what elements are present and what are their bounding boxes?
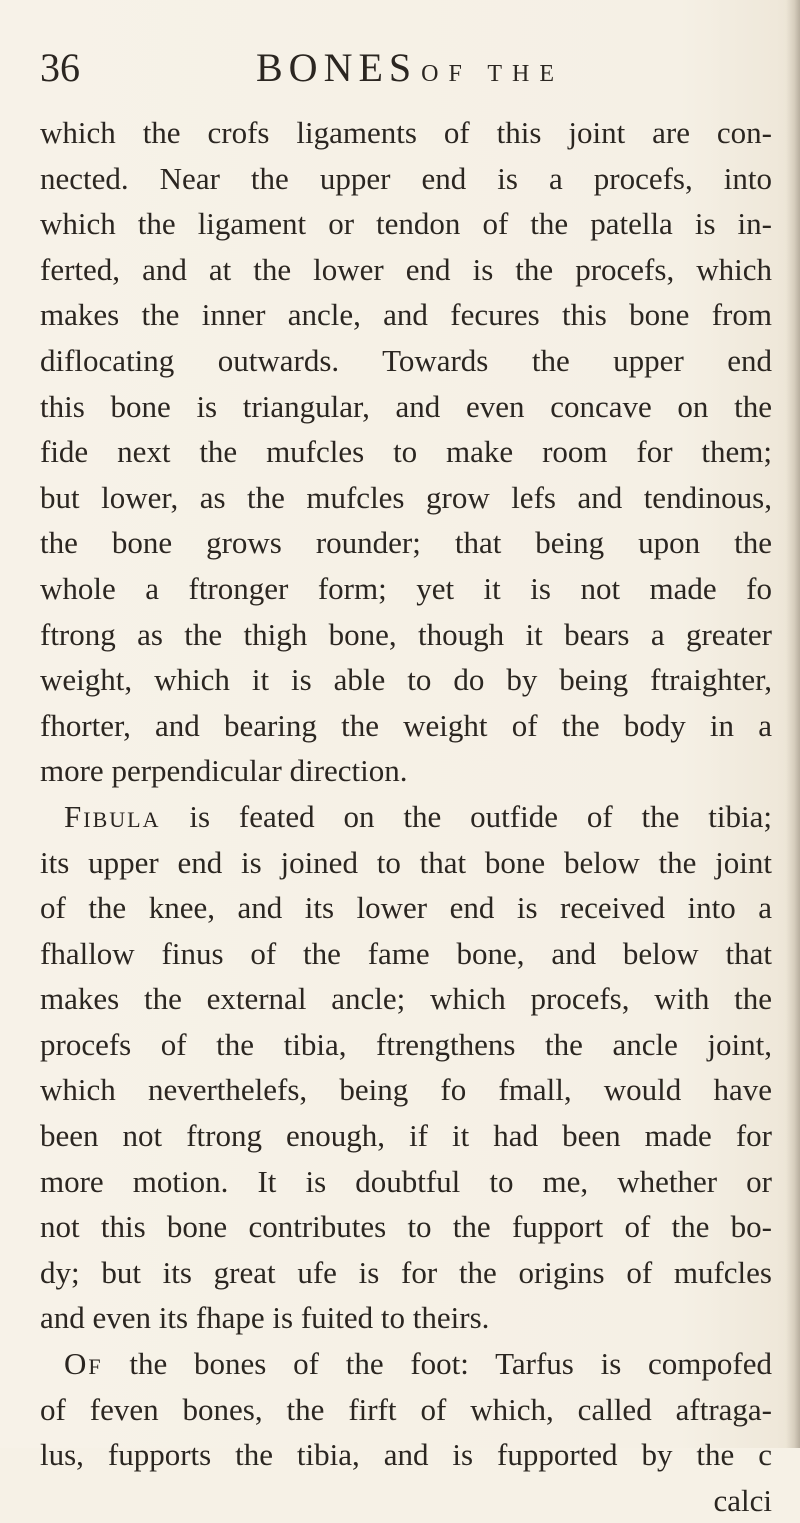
text-line: been not ftrong enough, if it had been made for [40, 1118, 772, 1154]
text-line: diflocating outwards. Towards the upper end [40, 342, 772, 378]
text-line: more motion. It is doubtful to me, whether or [40, 1163, 772, 1199]
text-line: ferted, and at the lower end is the procefs, which [40, 251, 772, 287]
text-line: makes the inner ancle, and fecures this bone from [40, 297, 772, 333]
text-line: fhorter, and bearing the weight of the body in a [40, 707, 772, 743]
text-line: but lower, as the mufcles grow lefs and tendinous, [40, 479, 772, 515]
text-line: which the ligament or tendon of the patella is in- [40, 206, 772, 242]
of-lead-word: Of [64, 1346, 103, 1382]
text-line: which neverthelefs, being fo fmall, would have [40, 1072, 772, 1108]
paragraph-line-fibula [40, 794, 772, 840]
text-line: fide next the mufcles to make room for them; [40, 434, 772, 470]
text-line: ftrong as the thigh bone, though it bears a greater [40, 616, 772, 652]
text-line: the bone grows rounder; that being upon the [40, 525, 772, 561]
text-line: fhallow finus of the fame bone, and below that [40, 935, 772, 971]
text-line: of feven bones, the firft of which, called aftraga- [40, 1391, 772, 1427]
paragraph-line-of [40, 1341, 772, 1387]
fibula-lead-word: Fibula [64, 798, 161, 834]
text-line: procefs of the tibia, ftrengthens the ancle joint, [40, 1026, 772, 1062]
text-line: and even its fhape is fuited to theirs. [40, 1300, 490, 1336]
page-header [40, 30, 760, 100]
text-line-rest: is feated on the outfide of the tibia; [189, 798, 772, 834]
text-line: dy; but its great ufe is for the origins of mufcles [40, 1254, 772, 1290]
text-line-rest: the bones of the foot: Tarfus is compofed [129, 1346, 772, 1382]
text-line: whole a ftronger form; yet it is not made fo [40, 570, 772, 606]
running-head [256, 44, 564, 91]
page-number: 36 [40, 45, 80, 90]
text-line: lus, fupports the tibia, and is fupported by the c [40, 1437, 772, 1473]
running-head-main: BONES [256, 45, 418, 90]
text-line: more perpendicular direction. [40, 753, 408, 789]
body-text [40, 110, 772, 1523]
text-line: not this bone contributes to the fupport of the bo- [40, 1209, 772, 1245]
text-line: this bone is triangular, and even concave on the [40, 388, 772, 424]
page-edge-shadow [786, 0, 800, 1448]
text-line: its upper end is joined to that bone below the joint [40, 844, 772, 880]
text-line: weight, which it is able to do by being ftraighter, [40, 662, 772, 698]
text-line: makes the external ancle; which procefs, with the [40, 981, 772, 1017]
text-line: which the crofs ligaments of this joint are con- [40, 115, 772, 150]
text-line: of the knee, and its lower end is received into a [40, 890, 772, 926]
text-line: nected. Near the upper end is a procefs, into [40, 160, 772, 196]
running-head-small: OF THE [421, 61, 565, 87]
catchword: calci [713, 1482, 772, 1518]
